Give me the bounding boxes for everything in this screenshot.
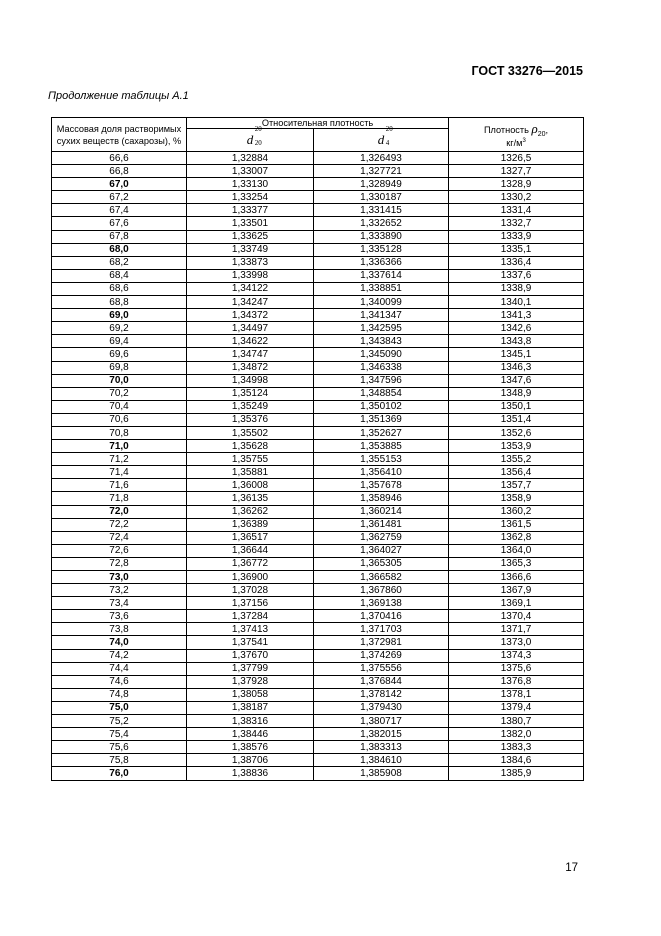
d20-20-cell: 1,33873	[187, 256, 314, 269]
table-row	[52, 571, 584, 584]
mass-fraction-cell: 74,4	[52, 662, 187, 675]
table-row	[52, 400, 584, 413]
table-row	[52, 282, 584, 295]
d20-20-cell: 1,33377	[187, 204, 314, 217]
table-row	[52, 204, 584, 217]
table-row	[52, 374, 584, 387]
d20-20-cell: 1,37541	[187, 636, 314, 649]
table-row	[52, 413, 584, 426]
mass-fraction-cell: 74,6	[52, 675, 187, 688]
mass-fraction-cell: 74,0	[52, 636, 187, 649]
d20-20-cell: 1,38187	[187, 701, 314, 714]
table-row	[52, 649, 584, 662]
d20-20-cell: 1,34497	[187, 322, 314, 335]
density-cell: 1375,6	[449, 662, 584, 675]
d20-20-cell: 1,35124	[187, 387, 314, 400]
d20-4-cell: 1,380717	[314, 715, 449, 728]
density-cell: 1343,8	[449, 335, 584, 348]
d20-4-cell: 1,335128	[314, 243, 449, 256]
density-cell: 1335,1	[449, 243, 584, 256]
density-cell: 1326,5	[449, 152, 584, 165]
density-cell: 1336,4	[449, 256, 584, 269]
density-cell: 1378,1	[449, 688, 584, 701]
d20-4-cell: 1,366582	[314, 571, 449, 584]
mass-fraction-cell: 67,6	[52, 217, 187, 230]
mass-fraction-cell: 70,8	[52, 426, 187, 439]
density-cell: 1360,2	[449, 505, 584, 518]
density-cell: 1355,2	[449, 453, 584, 466]
table-row	[52, 440, 584, 453]
density-cell: 1333,9	[449, 230, 584, 243]
table-row	[52, 767, 584, 780]
d20-4-cell: 1,364027	[314, 544, 449, 557]
d20-20-cell: 1,38706	[187, 754, 314, 767]
density-cell: 1353,9	[449, 440, 584, 453]
table-row	[52, 754, 584, 767]
d20-20-header	[187, 125, 314, 152]
d20-20-cell: 1,34622	[187, 335, 314, 348]
mass-fraction-cell: 73,8	[52, 623, 187, 636]
mass-fraction-cell: 66,8	[52, 165, 187, 178]
mass-fraction-cell: 72,6	[52, 544, 187, 557]
d20-4-cell: 1,332652	[314, 217, 449, 230]
d20-4-cell: 1,347596	[314, 374, 449, 387]
d20-20-cell: 1,38576	[187, 741, 314, 754]
table-row	[52, 715, 584, 728]
mass-fraction-cell: 72,4	[52, 531, 187, 544]
mass-fraction-cell: 70,6	[52, 413, 187, 426]
table-row	[52, 453, 584, 466]
density-cell: 1365,3	[449, 557, 584, 570]
density-cell: 1345,1	[449, 348, 584, 361]
density-cell: 1362,8	[449, 531, 584, 544]
density-label: Плотность	[483, 125, 529, 136]
density-cell: 1330,2	[449, 191, 584, 204]
density-header	[449, 118, 584, 152]
d20-4-cell: 1,378142	[314, 688, 449, 701]
mass-fraction-cell: 70,4	[52, 400, 187, 413]
d20-20-cell: 1,37284	[187, 610, 314, 623]
density-cell: 1385,9	[449, 767, 584, 780]
d20-20-cell: 1,37799	[187, 662, 314, 675]
density-cell: 1350,1	[449, 400, 584, 413]
rho-subscript: 20	[537, 130, 546, 138]
table-row	[52, 309, 584, 322]
mass-fraction-cell: 75,6	[52, 741, 187, 754]
d20-20-cell: 1,37028	[187, 584, 314, 597]
mass-fraction-cell: 67,8	[52, 230, 187, 243]
d20-4-cell: 1,341347	[314, 309, 449, 322]
mass-fraction-cell: 71,8	[52, 492, 187, 505]
table-row	[52, 217, 584, 230]
table-row	[52, 426, 584, 439]
mass-fraction-cell: 68,4	[52, 269, 187, 282]
table-row	[52, 636, 584, 649]
d20-4-cell: 1,337614	[314, 269, 449, 282]
d20-4-cell: 1,333890	[314, 230, 449, 243]
d20-20-cell: 1,36900	[187, 571, 314, 584]
d20-20-cell: 1,34122	[187, 282, 314, 295]
d20-20-cell: 1,37413	[187, 623, 314, 636]
d20-4-cell: 1,342595	[314, 322, 449, 335]
table-header	[52, 118, 584, 152]
relative-density-header: Относительная плотность	[187, 118, 449, 129]
density-cell: 1342,6	[449, 322, 584, 335]
table-row	[52, 701, 584, 714]
d20-20-cell: 1,37670	[187, 649, 314, 662]
density-cell: 1364,0	[449, 544, 584, 557]
density-cell: 1327,7	[449, 165, 584, 178]
d20-4-cell: 1,336366	[314, 256, 449, 269]
d20-4-cell: 1,379430	[314, 701, 449, 714]
d20-4-cell: 1,372981	[314, 636, 449, 649]
d20-20-cell: 1,34372	[187, 309, 314, 322]
table-row	[52, 335, 584, 348]
density-cell: 1367,9	[449, 584, 584, 597]
table-row	[52, 479, 584, 492]
d20-4-cell: 1,376844	[314, 675, 449, 688]
mass-fraction-cell: 69,8	[52, 361, 187, 374]
d20-20-cell: 1,36517	[187, 531, 314, 544]
d20-4-cell: 1,365305	[314, 557, 449, 570]
d20-4-cell: 1,382015	[314, 728, 449, 741]
table-row	[52, 152, 584, 165]
d20-4-cell: 1,327721	[314, 165, 449, 178]
mass-fraction-cell: 71,6	[52, 479, 187, 492]
table-row	[52, 531, 584, 544]
table-row	[52, 557, 584, 570]
mass-fraction-cell: 72,0	[52, 505, 187, 518]
d20-20-cell: 1,34998	[187, 374, 314, 387]
density-cell: 1358,9	[449, 492, 584, 505]
mass-fraction-cell: 72,2	[52, 518, 187, 531]
mass-fraction-cell: 71,2	[52, 453, 187, 466]
density-table	[51, 117, 584, 781]
density-cell: 1379,4	[449, 701, 584, 714]
mass-fraction-cell: 75,4	[52, 728, 187, 741]
d20-4-cell: 1,367860	[314, 584, 449, 597]
table-row	[52, 243, 584, 256]
table-row	[52, 544, 584, 557]
d20-4-cell: 1,326493	[314, 152, 449, 165]
table-row	[52, 269, 584, 282]
mass-fraction-cell: 68,6	[52, 282, 187, 295]
density-comma: ,	[545, 125, 549, 136]
table-row	[52, 492, 584, 505]
density-cell: 1361,5	[449, 518, 584, 531]
d20-20-cell: 1,33501	[187, 217, 314, 230]
mass-fraction-cell: 69,4	[52, 335, 187, 348]
d20-20-cell: 1,37156	[187, 597, 314, 610]
d20-20-cell: 1,35628	[187, 440, 314, 453]
mass-fraction-cell: 72,8	[52, 557, 187, 570]
mass-fraction-cell: 71,4	[52, 466, 187, 479]
d20-20-cell: 1,36135	[187, 492, 314, 505]
mass-fraction-cell: 69,0	[52, 309, 187, 322]
d20-4-cell: 1,346338	[314, 361, 449, 374]
d20-4-cell: 1,385908	[314, 767, 449, 780]
density-cell: 1370,4	[449, 610, 584, 623]
mass-fraction-cell: 70,2	[52, 387, 187, 400]
table-row	[52, 230, 584, 243]
table-row	[52, 348, 584, 361]
d20-20-cell: 1,36389	[187, 518, 314, 531]
d20-20-cell: 1,35376	[187, 413, 314, 426]
density-unit-exponent: 3	[522, 137, 526, 144]
d20-4-cell: 1,362759	[314, 531, 449, 544]
mass-fraction-cell: 76,0	[52, 767, 187, 780]
d20-20-symbol: d 20 20	[246, 125, 262, 147]
d20-4-cell: 1,356410	[314, 466, 449, 479]
d20-20-cell: 1,33007	[187, 165, 314, 178]
d20-4-cell: 1,361481	[314, 518, 449, 531]
density-cell: 1373,0	[449, 636, 584, 649]
density-cell: 1374,3	[449, 649, 584, 662]
d20-4-cell: 1,374269	[314, 649, 449, 662]
density-cell: 1382,0	[449, 728, 584, 741]
table-row	[52, 466, 584, 479]
d20-20-cell: 1,33998	[187, 269, 314, 282]
d20-4-cell: 1,369138	[314, 597, 449, 610]
d20-4-cell: 1,338851	[314, 282, 449, 295]
d20-4-header	[314, 125, 449, 152]
d20-4-cell: 1,330187	[314, 191, 449, 204]
density-cell: 1357,7	[449, 479, 584, 492]
density-cell: 1346,3	[449, 361, 584, 374]
mass-fraction-cell: 75,8	[52, 754, 187, 767]
density-cell: 1366,6	[449, 571, 584, 584]
mass-fraction-cell: 75,0	[52, 701, 187, 714]
table-row	[52, 178, 584, 191]
d20-20-cell: 1,35881	[187, 466, 314, 479]
d20-4-cell: 1,353885	[314, 440, 449, 453]
d20-20-cell: 1,33625	[187, 230, 314, 243]
d20-20-cell: 1,35502	[187, 426, 314, 439]
density-cell: 1332,7	[449, 217, 584, 230]
density-cell: 1347,6	[449, 374, 584, 387]
density-cell: 1328,9	[449, 178, 584, 191]
mass-fraction-cell: 68,8	[52, 296, 187, 309]
mass-fraction-cell: 73,2	[52, 584, 187, 597]
d20-4-cell: 1,383313	[314, 741, 449, 754]
d20-4-cell: 1,340099	[314, 296, 449, 309]
table-row	[52, 741, 584, 754]
mass-fraction-cell: 67,4	[52, 204, 187, 217]
density-cell: 1341,3	[449, 309, 584, 322]
mass-fraction-cell: 67,0	[52, 178, 187, 191]
density-cell: 1356,4	[449, 466, 584, 479]
mass-fraction-cell: 69,6	[52, 348, 187, 361]
d20-4-cell: 1,352627	[314, 426, 449, 439]
d20-20-cell: 1,36262	[187, 505, 314, 518]
mass-fraction-cell: 71,0	[52, 440, 187, 453]
density-cell: 1369,1	[449, 597, 584, 610]
d20-4-cell: 1,370416	[314, 610, 449, 623]
d20-4-cell: 1,360214	[314, 505, 449, 518]
density-cell: 1376,8	[449, 675, 584, 688]
d20-20-cell: 1,36644	[187, 544, 314, 557]
table-row	[52, 165, 584, 178]
density-unit: кг/м	[506, 137, 523, 148]
d20-4-symbol: d 20 4	[377, 125, 393, 147]
d20-20-cell: 1,36772	[187, 557, 314, 570]
d20-4-cell: 1,348854	[314, 387, 449, 400]
table-row	[52, 610, 584, 623]
table-caption: Продолжение таблицы А.1	[48, 90, 189, 102]
mass-fraction-cell: 66,6	[52, 152, 187, 165]
d20-20-cell: 1,33254	[187, 191, 314, 204]
d20-4-cell: 1,371703	[314, 623, 449, 636]
density-cell: 1380,7	[449, 715, 584, 728]
d20-4-cell: 1,345090	[314, 348, 449, 361]
d20-20-cell: 1,36008	[187, 479, 314, 492]
table-row	[52, 505, 584, 518]
d20-20-cell: 1,33130	[187, 178, 314, 191]
document-standard-number: ГОСТ 33276—2015	[471, 64, 583, 78]
d20-4-cell: 1,343843	[314, 335, 449, 348]
table-row	[52, 728, 584, 741]
d20-20-cell: 1,35755	[187, 453, 314, 466]
density-cell: 1371,7	[449, 623, 584, 636]
mass-fraction-header: Массовая доля растворимых сухих веществ (сахарозы), %	[52, 118, 187, 152]
page-number: 17	[565, 862, 578, 874]
d20-4-cell: 1,384610	[314, 754, 449, 767]
table-row	[52, 623, 584, 636]
mass-fraction-cell: 68,2	[52, 256, 187, 269]
d20-20-cell: 1,32884	[187, 152, 314, 165]
table-body	[52, 152, 584, 781]
d20-20-cell: 1,38446	[187, 728, 314, 741]
rho-symbol: ρ	[531, 121, 538, 137]
d20-4-cell: 1,355153	[314, 453, 449, 466]
density-cell: 1352,6	[449, 426, 584, 439]
density-cell: 1331,4	[449, 204, 584, 217]
d20-4-cell: 1,350102	[314, 400, 449, 413]
table-row	[52, 662, 584, 675]
density-cell: 1351,4	[449, 413, 584, 426]
table-row	[52, 688, 584, 701]
d20-20-cell: 1,34747	[187, 348, 314, 361]
density-cell: 1384,6	[449, 754, 584, 767]
mass-fraction-cell: 75,2	[52, 715, 187, 728]
table-row	[52, 296, 584, 309]
mass-fraction-cell: 74,2	[52, 649, 187, 662]
table-row	[52, 584, 584, 597]
d20-20-cell: 1,37928	[187, 675, 314, 688]
density-cell: 1340,1	[449, 296, 584, 309]
d20-20-cell: 1,34247	[187, 296, 314, 309]
density-cell: 1337,6	[449, 269, 584, 282]
mass-fraction-cell: 67,2	[52, 191, 187, 204]
mass-fraction-cell: 73,4	[52, 597, 187, 610]
table-row	[52, 361, 584, 374]
d20-4-cell: 1,375556	[314, 662, 449, 675]
density-cell: 1383,3	[449, 741, 584, 754]
mass-fraction-cell: 73,0	[52, 571, 187, 584]
d20-4-cell: 1,351369	[314, 413, 449, 426]
d20-20-cell: 1,38836	[187, 767, 314, 780]
table-row	[52, 191, 584, 204]
table-row	[52, 322, 584, 335]
d20-4-cell: 1,331415	[314, 204, 449, 217]
mass-fraction-cell: 69,2	[52, 322, 187, 335]
d20-4-cell: 1,357678	[314, 479, 449, 492]
mass-fraction-cell: 70,0	[52, 374, 187, 387]
d20-20-cell: 1,38058	[187, 688, 314, 701]
d20-20-cell: 1,38316	[187, 715, 314, 728]
table-row	[52, 597, 584, 610]
d20-20-cell: 1,33749	[187, 243, 314, 256]
mass-fraction-cell: 73,6	[52, 610, 187, 623]
d20-20-cell: 1,34872	[187, 361, 314, 374]
d20-4-cell: 1,328949	[314, 178, 449, 191]
table-row	[52, 256, 584, 269]
mass-fraction-cell: 68,0	[52, 243, 187, 256]
d20-4-cell: 1,358946	[314, 492, 449, 505]
table-row	[52, 518, 584, 531]
table-row	[52, 387, 584, 400]
d20-20-cell: 1,35249	[187, 400, 314, 413]
mass-fraction-cell: 74,8	[52, 688, 187, 701]
density-cell: 1348,9	[449, 387, 584, 400]
density-cell: 1338,9	[449, 282, 584, 295]
table-row	[52, 675, 584, 688]
